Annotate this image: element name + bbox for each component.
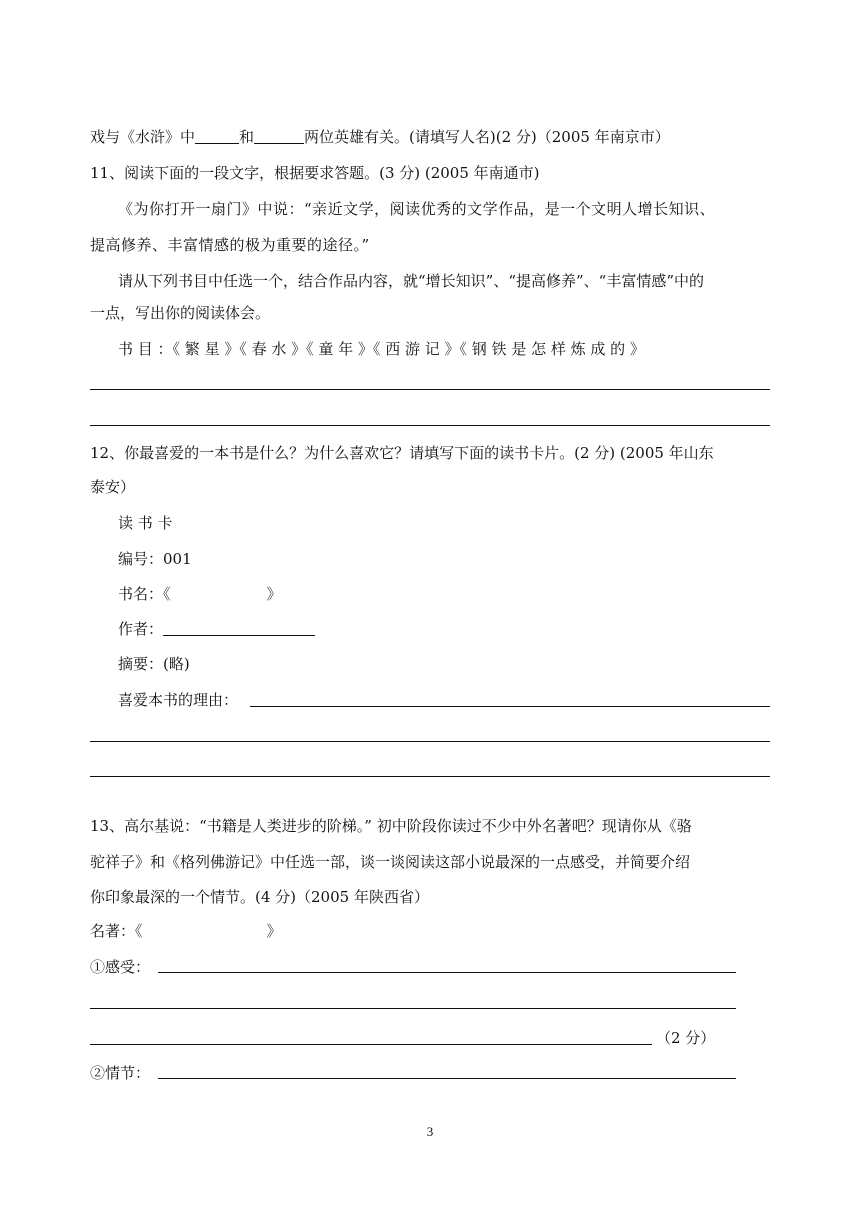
feeling-answer-line-2[interactable]	[90, 1008, 736, 1009]
card-author-row	[118, 618, 315, 640]
q10-text-c: 两位英雄有关。(请填写人名)(2 分)（2005 年南京市）	[304, 128, 670, 146]
q12-title-line2: 泰安）	[90, 478, 136, 496]
card-book-name-row	[118, 583, 282, 605]
feeling-points: （2 分）	[656, 1029, 716, 1047]
reason-answer-line-2[interactable]	[90, 741, 770, 742]
feeling-answer-line-3[interactable]	[90, 1044, 652, 1045]
answer-blank-2[interactable]	[254, 127, 304, 144]
card-summary: 摘要：(略)	[118, 655, 190, 673]
feeling-answer-line-1[interactable]	[158, 972, 736, 973]
q11-booklist: 书 目 ：《 繁 星 》《 春 水 》《 童 年 》《 西 游 记 》《 钢 铁 是 怎 样 炼 成 的 》	[118, 340, 645, 358]
plot-row	[90, 1062, 150, 1084]
book-name-close: 》	[266, 585, 282, 603]
author-label: 作者：	[118, 620, 164, 638]
q11-instruction-line1: 请从下列书目中任选一个，结合作品内容，就“增长知识”、“提高修养”、“丰富情感”中的	[118, 272, 705, 290]
work-label: 名著：《	[90, 922, 143, 940]
book-name-label: 书名：《	[118, 585, 171, 603]
card-reason-row	[118, 689, 238, 711]
q11-title: 11、阅读下面的一段文字，根据要求答题。(3 分) (2005 年南通市)	[90, 164, 540, 182]
q10-text-a: 戏与《水浒》中	[90, 128, 196, 146]
card-number: 编号：001	[118, 550, 192, 568]
plot-answer-line[interactable]	[158, 1078, 736, 1079]
feeling-row	[90, 956, 150, 978]
reason-label: 喜爱本书的理由：	[118, 691, 239, 709]
reason-answer-line-3[interactable]	[90, 776, 770, 777]
q13-line2: 驼祥子》和《格列佛游记》中任选一部，谈一谈阅读这部小说最深的一点感受，并简要介绍	[90, 853, 691, 871]
q13-line1: 13、高尔基说：“书籍是人类进步的阶梯。” 初中阶段你读过不少中外名著吧？现请你从《骆	[90, 817, 692, 835]
answer-blank-1[interactable]	[195, 127, 239, 144]
q11-instruction-line2: 一点，写出你的阅读体会。	[90, 304, 271, 322]
q10-tail-line	[90, 126, 670, 148]
q10-text-b: 和	[239, 128, 255, 146]
q11-answer-line-1[interactable]	[90, 389, 770, 390]
plot-label: ②情节：	[90, 1064, 151, 1082]
q13-line3: 你印象最深的一个情节。(4 分)（2005 年陕西省）	[90, 888, 429, 906]
q12-title-line1: 12、你最喜爱的一本书是什么？为什么喜欢它？请填写下面的读书卡片。(2 分) (2005 年山东	[90, 444, 714, 462]
feeling-label: ①感受：	[90, 958, 151, 976]
q13-work-row	[90, 920, 282, 942]
work-close: 》	[266, 922, 282, 940]
reason-answer-line-1[interactable]	[250, 706, 770, 707]
author-blank[interactable]	[163, 619, 315, 636]
q11-quote-line2: 提高修养、丰富情感的极为重要的途径。”	[90, 236, 370, 254]
q11-answer-line-2[interactable]	[90, 425, 770, 426]
reading-card-title: 读 书 卡	[118, 514, 173, 532]
page-number: 3	[426, 1124, 434, 1139]
q11-quote-line1: 《为你打开一扇门》中说：“亲近文学，阅读优秀的文学作品，是一个文明人增长知识、	[118, 200, 716, 218]
